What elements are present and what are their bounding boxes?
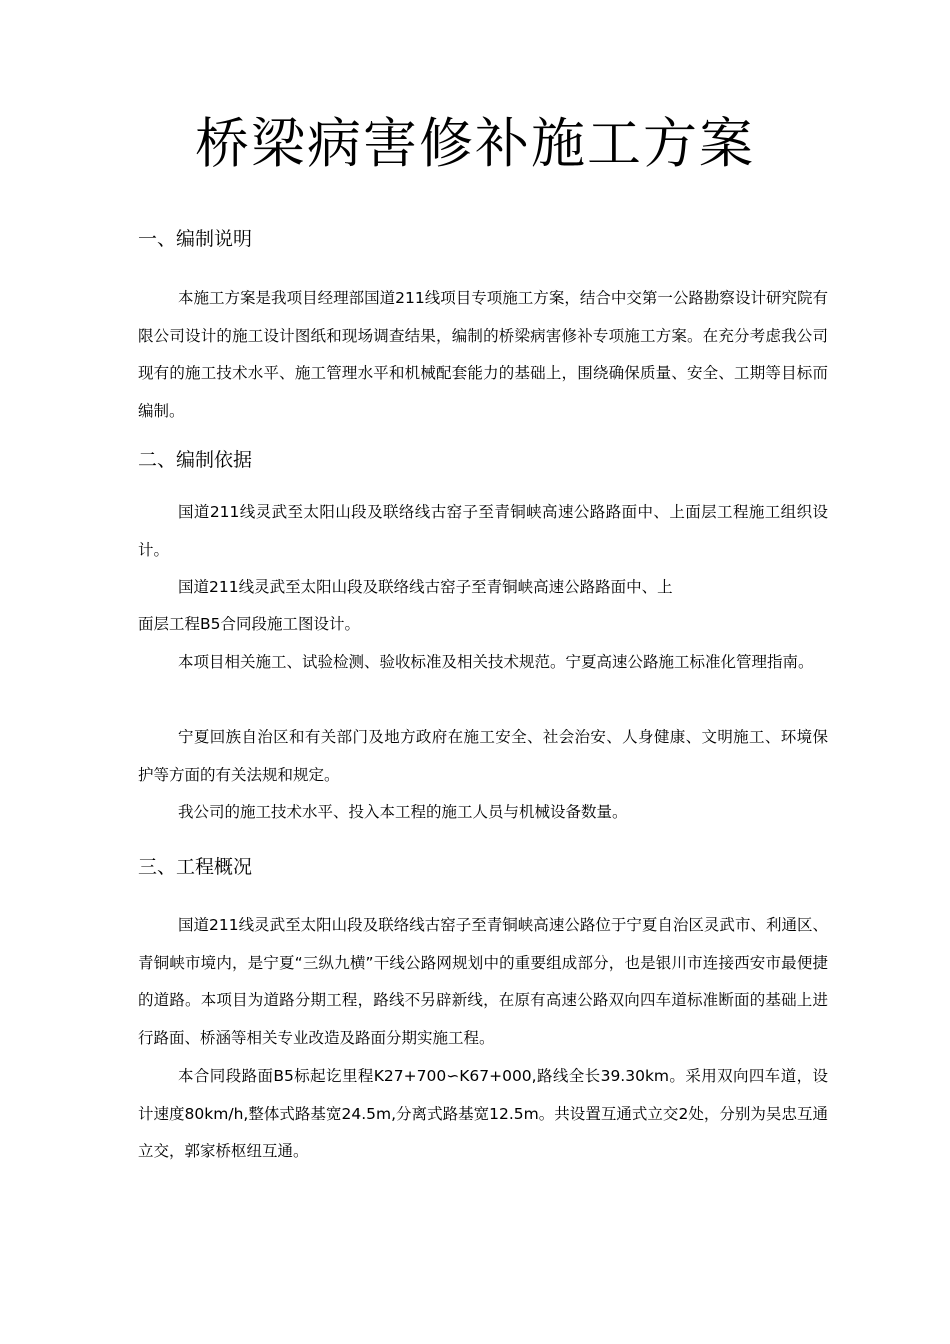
section-2-paragraph-1: 国道211线灵武至太阳山段及联络线古窑子至青铜峡高速公路路面中、上面层工程施工组织设计。 [138, 503, 828, 559]
section-2-paragraph-6: 我公司的施工技术水平、投入本工程的施工人员与机械设备数量。 [178, 803, 628, 821]
section-heading-2: 二、编制依据 [138, 449, 253, 471]
section-2-paragraph-5: 宁夏回族自治区和有关部门及地方政府在施工安全、社会治安、人身健康、文明施工、环境保护等方面的有关法规和规定。 [138, 728, 828, 784]
section-2-paragraph-3: 面层工程B5合同段施工图设计。 [138, 615, 360, 633]
section-heading-3: 三、工程概况 [138, 856, 253, 878]
section-3-paragraph-2: 本合同段路面B5标起讫里程K27+700∽K67+000,路线全长39.30km。采用双向四车道，设计速度80km/h,整体式路基宽24.5m,分离式路基宽12.5m。共设置互通式立交2处，分别为吴忠互通立交，郭家桥枢纽互通。 [138, 1067, 828, 1160]
section-heading-1: 一、编制说明 [138, 228, 253, 250]
section-2-paragraph-4: 本项目相关施工、试验检测、验收标准及相关技术规范。宁夏高速公路施工标准化管理指南。 [178, 653, 814, 671]
section-3-paragraph-1: 国道211线灵武至太阳山段及联络线古窑子至青铜峡高速公路位于宁夏自治区灵武市、利通区、青铜峡市境内，是宁夏“三纵九横”干线公路网规划中的重要组成部分，也是银川市连接西安市最便捷的道路。本项目为道路分期工程，路线不另辟新线，在原有高速公路双向四车道标准断面的基础上进行路面、桥涵等相关专业改造及路面分期实施工程。 [138, 916, 828, 1047]
document-title: 桥梁病害修补施工方案 [195, 112, 755, 175]
section-2-paragraph-2: 国道211线灵武至太阳山段及联络线古窑子至青铜峡高速公路路面中、上 [178, 578, 673, 596]
section-1-paragraph-1: 本施工方案是我项目经理部国道211线项目专项施工方案，结合中交第一公路勘察设计研究院有限公司设计的施工设计图纸和现场调查结果，编制的桥梁病害修补专项施工方案。在充分考虑我公司现有的施工技术水平、施工管理水平和机械配套能力的基础上，围绕确保质量、安全、工期等目标而编制。 [138, 289, 828, 420]
